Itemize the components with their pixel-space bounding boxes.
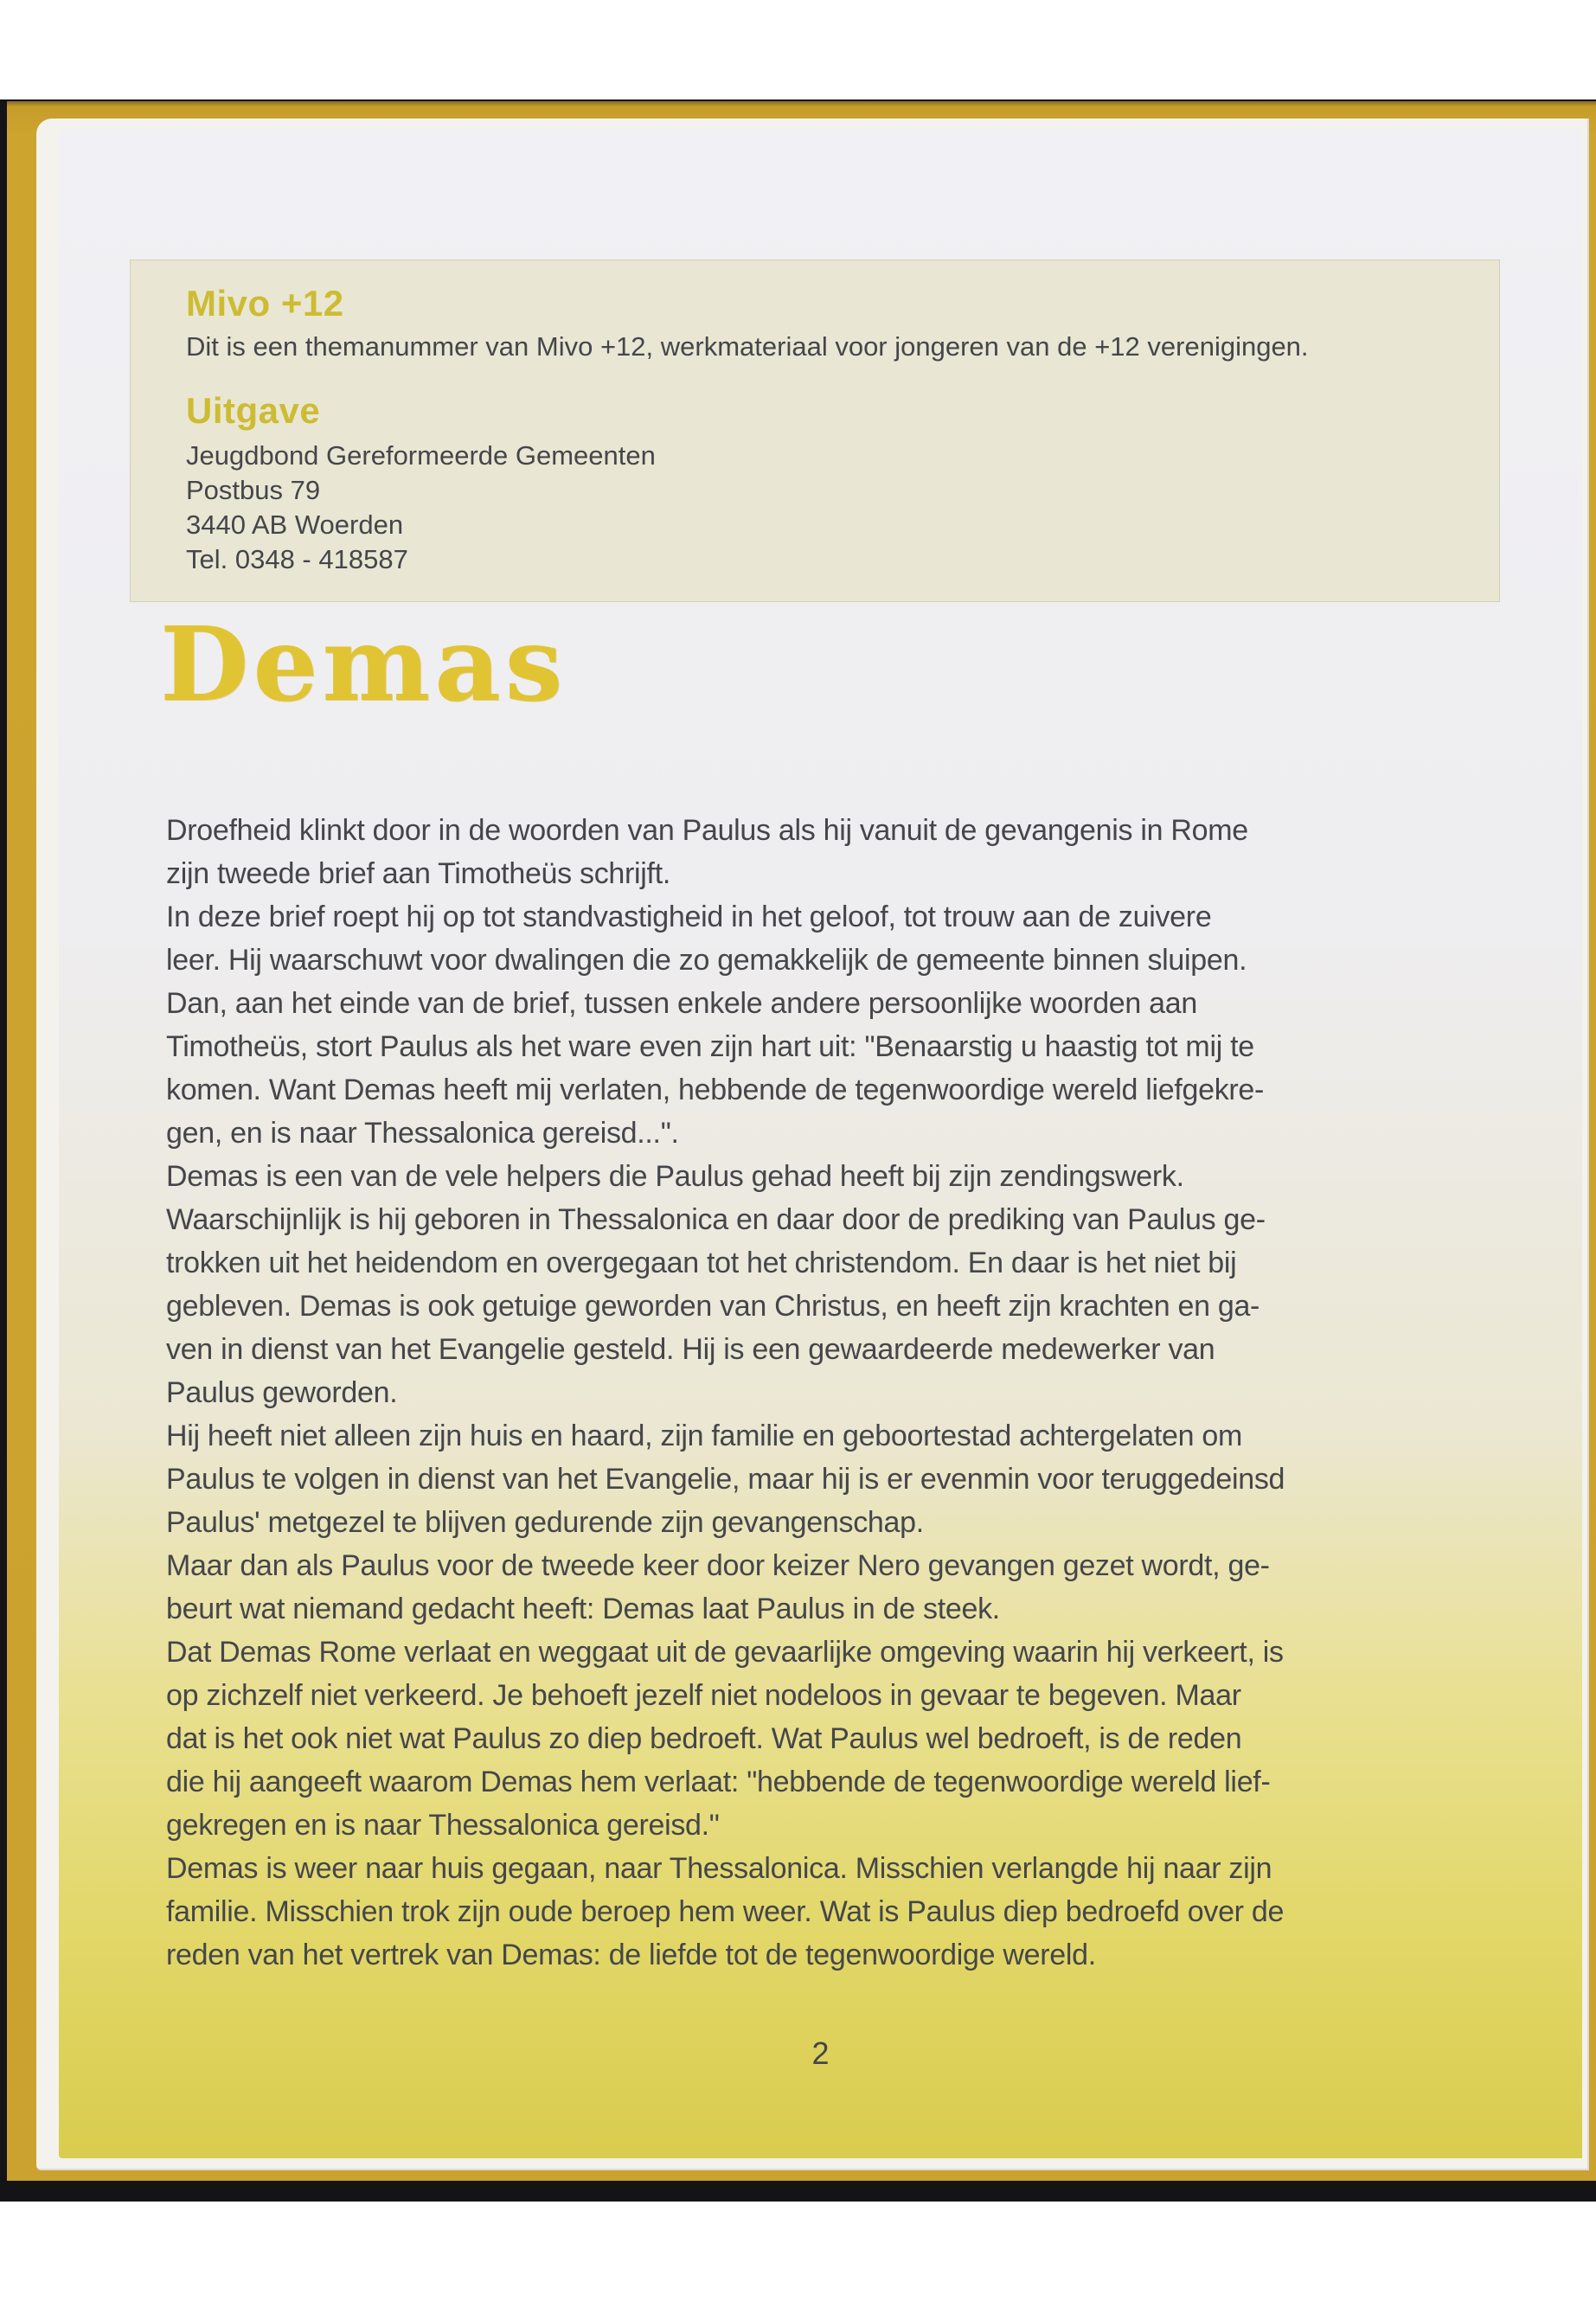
uitgave-heading: Uitgave — [186, 390, 321, 431]
text-line: gebleven. Demas is ook getuige geworden van Christus, en heeft zijn krachten en ga- — [166, 1290, 1260, 1323]
text-line: beurt wat niemand gedacht heeft: Demas laat Paulus in de steek. — [166, 1593, 1000, 1625]
text-line: In deze brief roept hij op tot standvastigheid in het geloof, tot trouw aan de zuivere — [166, 901, 1212, 933]
text-line: Timotheüs, stort Paulus als het ware even zijn hart uit: "Benaarstig u haastig tot mij te — [166, 1030, 1254, 1063]
text-line: gen, en is naar Thessalonica gereisd...". — [166, 1117, 679, 1150]
book-photo — [0, 99, 1596, 2202]
text-line: dat is het ook niet wat Paulus zo diep bedroeft. Wat Paulus wel bedroeft, is de reden — [166, 1722, 1242, 1755]
magazine-page — [59, 129, 1582, 2158]
text-line: gekregen en is naar Thessalonica gereisd." — [166, 1809, 720, 1842]
text-line: Jeugdbond Gereformeerde Gemeenten — [186, 440, 656, 471]
page-number: 2 — [811, 2035, 830, 2071]
text-line: reden van het vertrek van Demas: de liefde tot de tegenwoordige wereld. — [166, 1939, 1096, 1971]
text-line: Paulus' metgezel te blijven gedurende zijn gevangenschap. — [166, 1506, 924, 1539]
text-line: Waarschijnlijk is hij geboren in Thessalonica en daar door de prediking van Paulus ge- — [166, 1203, 1266, 1236]
text-line: Dan, aan het einde van de brief, tussen enkele andere persoonlijke woorden aan — [166, 987, 1198, 1020]
text-line: 3440 AB Woerden — [186, 510, 404, 540]
colophon-subtitle: Dit is een themanummer van Mivo +12, werkmateriaal voor jongeren van de +12 verenigingen. — [186, 331, 1309, 362]
article-title: Demas — [160, 604, 567, 724]
text-line: Demas is weer naar huis gegaan, naar Thessalonica. Misschien verlangde hij naar zijn — [166, 1852, 1272, 1885]
text-line: Hij heeft niet alleen zijn huis en haard, zijn familie en geboortestad achtergelaten om — [166, 1420, 1243, 1452]
text-line: op zichzelf niet verkeerd. Je behoeft jezelf niet nodeloos in gevaar te begeven. Maar — [166, 1679, 1241, 1712]
text-line: komen. Want Demas heeft mij verlaten, hebbende de tegenwoordige wereld liefgekre- — [166, 1074, 1265, 1106]
publisher-address — [186, 439, 1473, 577]
text-line: Dat Demas Rome verlaat en weggaat uit de gevaarlijke omgeving waarin hij verkeert, is — [166, 1636, 1284, 1669]
text-line: Droefheid klinkt door in de woorden van Paulus als hij vanuit de gevangenis in Rome — [166, 814, 1248, 847]
text-line: leer. Hij waarschuwt voor dwalingen die zo gemakkelijk de gemeente binnen sluipen. — [166, 944, 1247, 977]
text-line: Maar dan als Paulus voor de tweede keer door keizer Nero gevangen gezet wordt, ge- — [166, 1549, 1270, 1582]
text-line: die hij aangeeft waarom Demas hem verlaat: "hebbende de tegenwoordige wereld lief- — [166, 1766, 1271, 1798]
colophon-box — [130, 260, 1500, 602]
text-line: zijn tweede brief aan Timotheüs schrijft. — [166, 857, 670, 890]
text-line: Tel. 0348 - 418587 — [186, 544, 408, 574]
text-line: Postbus 79 — [186, 475, 321, 505]
text-line: Paulus geworden. — [166, 1376, 398, 1409]
text-line: ven in dienst van het Evangelie gesteld. Hij is een gewaardeerde medewerker van — [166, 1333, 1215, 1366]
text-line: Paulus te volgen in dienst van het Evangelie, maar hij is er evenmin voor teruggedeinsd — [166, 1463, 1285, 1496]
text-line: familie. Misschien trok zijn oude beroep hem weer. Wat is Paulus diep bedroefd over de — [166, 1895, 1285, 1928]
article-body — [166, 809, 1550, 1977]
text-line: Demas is een van de vele helpers die Paulus gehad heeft bij zijn zendingswerk. — [166, 1160, 1184, 1193]
text-line: trokken uit het heidendom en overgegaan tot het christendom. En daar is het niet bij — [166, 1247, 1237, 1279]
colophon-title: Mivo +12 — [186, 283, 344, 324]
